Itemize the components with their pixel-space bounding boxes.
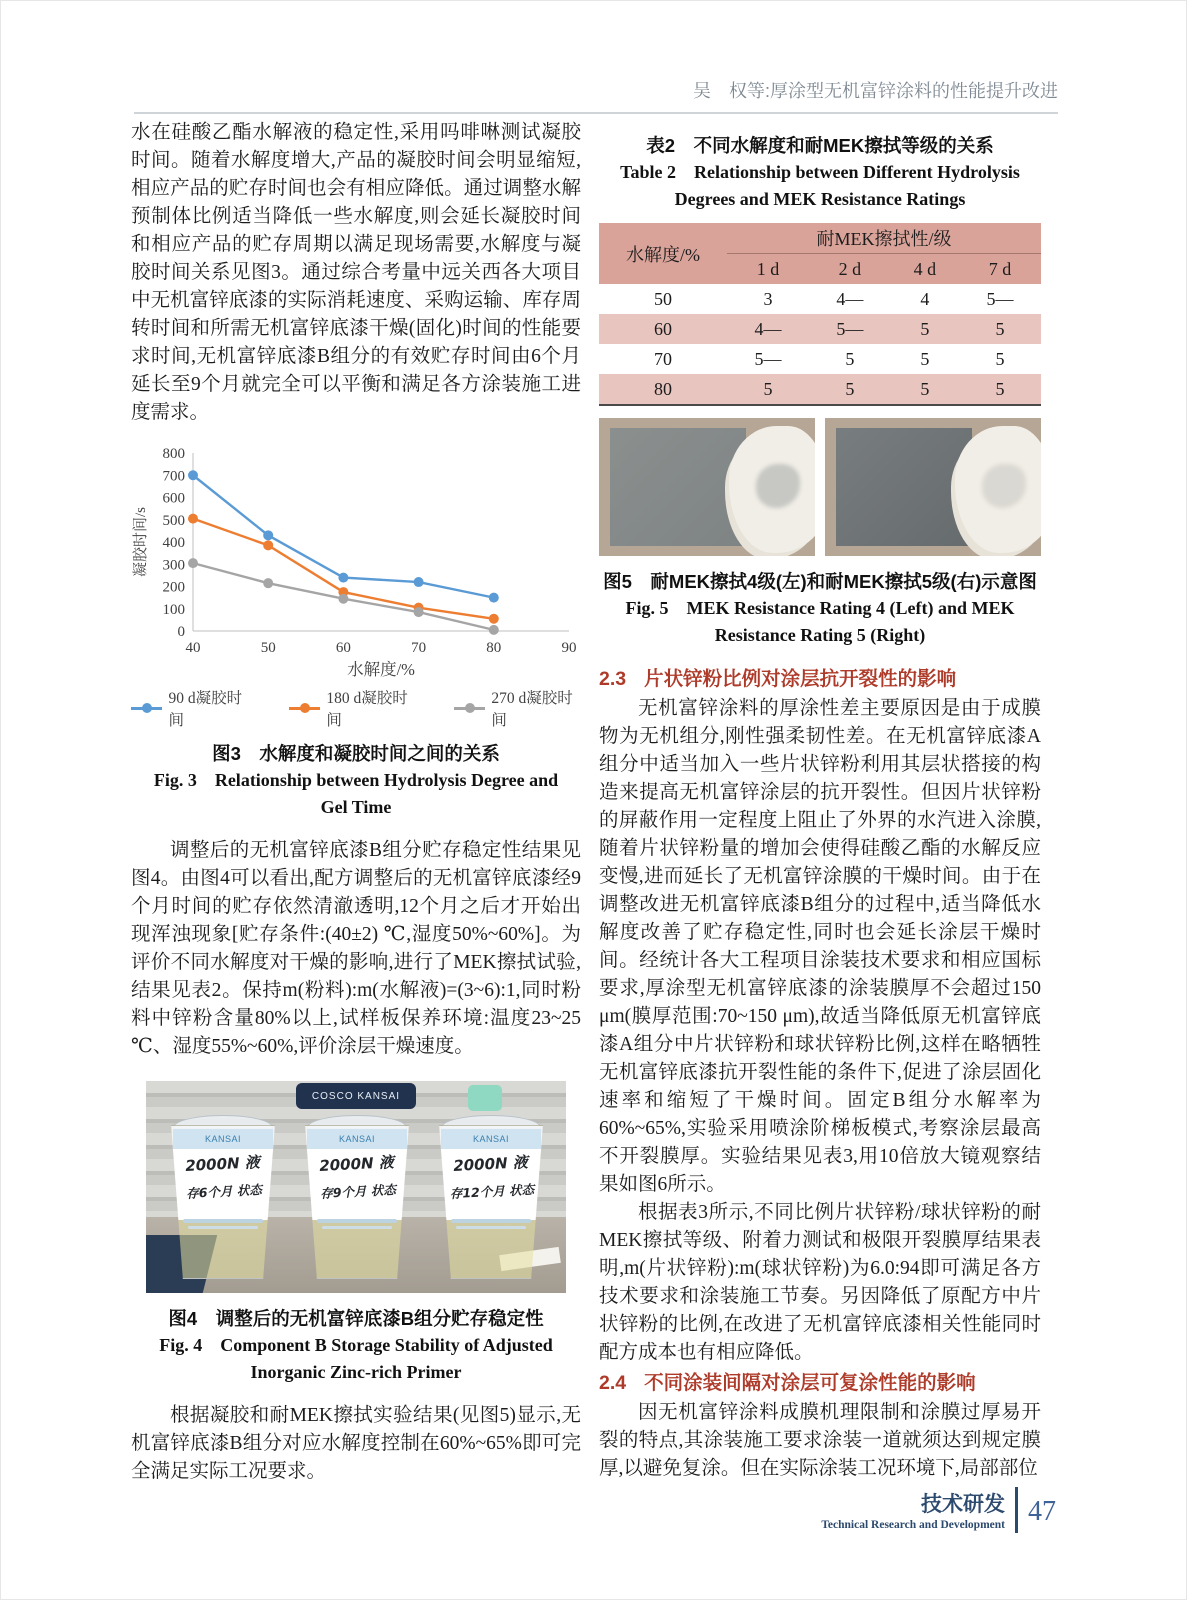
mek-rating4-photo (599, 418, 815, 556)
figure3-chart (131, 439, 581, 730)
legend-label: 180 d凝胶时间 (326, 690, 408, 729)
cup-fine-print (317, 1219, 397, 1223)
data-point (338, 594, 348, 604)
x-tick-label: 40 (185, 640, 201, 656)
bottle-cap (468, 1085, 502, 1111)
right-column (599, 132, 1041, 1483)
table-cell: 3 (763, 288, 773, 309)
legend-label: 90 d凝胶时间 (168, 690, 243, 729)
data-point (489, 625, 499, 635)
table-cell: 80 (599, 374, 727, 405)
running-title: 吴 权等:厚涂型无机富锌涂料的性能提升改进 (693, 81, 1058, 101)
paragraph: 无机富锌涂料的厚涂性差主要原因是由于成膜物为无机组分,刚性强柔韧性差。在无机富锌底漆A组分中适当加入一些片状锌粉利用其层状搭接的构造来提高无机富锌涂层的抗开裂性。但因片状锌粉的屏蔽作用一定程度上阻止了外界的水汽进入涂膜,随着片状锌粉量的增加会使得硅酸乙酯的水解反应变慢,进而延长了无机富锌涂膜的干燥时间。由于在调整改进无机富锌底漆B组分的过程中,适当降低水解度改善了贮存稳定性,同时也会延长涂层干燥时间。经统计各大工程项目涂装技术要求和相应国标要求,厚涂型无机富锌底漆的涂装膜厚不会超过150 μm(膜厚范围:70~150 μm),故适当降低原无机富锌底漆A组分中片状锌粉和球状锌粉比例,这样在略牺牲无机富锌底漆抗开裂性能的条件下,促进了涂层固化速率和缩短了干燥时间。固定B组分水解率为60%~65%,实验采用喷涂阶梯板模式,考察涂层最高不开裂膜厚。实验结果见表3,用10倍放大镜观察结果如图6所示。 (599, 698, 1041, 1195)
table-row (599, 284, 1041, 314)
chart-legend (131, 686, 581, 730)
y-tick-label: 400 (162, 535, 185, 551)
footer-section-en: Technical Research and Development (821, 1519, 1005, 1531)
table-cell: 5 (920, 348, 930, 369)
data-point (489, 593, 499, 603)
x-tick-label: 60 (335, 640, 351, 656)
table2-header-hydrolysis: 水解度/% (626, 244, 700, 265)
table2-caption-en2: Degrees and MEK Resistance Ratings (674, 189, 966, 209)
cup-fine-print (188, 1226, 259, 1229)
table-cell: 4— (836, 288, 864, 309)
table-cell: 4 (920, 288, 930, 309)
coated-panel (610, 428, 746, 547)
page-footer (821, 1487, 1056, 1533)
x-tick-label: 90 (561, 640, 577, 656)
data-point (188, 514, 198, 524)
table-cell: 5 (959, 374, 1041, 405)
sample-cup-6-months (164, 1115, 282, 1279)
x-axis-label: 水解度/% (347, 660, 415, 679)
line-chart (131, 439, 581, 679)
table-cell: 5— (836, 318, 864, 339)
data-point (263, 540, 273, 550)
figure4-caption-cn: 图4 调整后的无机富锌底漆B组分贮存稳定性 (168, 1308, 544, 1329)
paragraph: 根据凝胶和耐MEK擦拭实验结果(见图5)显示,无机富锌底漆B组分对应水解度控制在60%~65%即可完全满足实际工况要求。 (131, 1405, 581, 1482)
series-line (193, 519, 494, 619)
table-cell: 5— (754, 348, 782, 369)
table-cell: 60 (654, 318, 672, 339)
data-point (263, 530, 273, 540)
section-2-3-heading: 2.3 片状锌粉比例对涂层抗开裂性的影响 (599, 668, 957, 690)
x-tick-label: 80 (486, 640, 502, 656)
figure4-caption-en: Fig. 4 Component B Storage Stability of Adjusted (159, 1335, 553, 1355)
data-point (414, 607, 424, 617)
table-cell: 5 (891, 374, 959, 405)
y-tick-label: 500 (162, 512, 185, 529)
cup-brand-band: KANSAI (307, 1129, 406, 1149)
legend-label: 270 d凝胶时间 (491, 690, 573, 729)
table-cell: 4— (754, 318, 782, 339)
table-row (599, 344, 1041, 374)
table-row (599, 314, 1041, 344)
table2-header-group: 耐MEK擦拭性/级 (727, 223, 1041, 254)
y-tick-label: 0 (177, 624, 185, 640)
y-tick-label: 200 (162, 579, 185, 596)
mek-rating5-photo (825, 418, 1041, 556)
y-tick-label: 600 (162, 490, 185, 507)
table-cell: 5 (845, 348, 855, 369)
figure4-photo (146, 1081, 566, 1293)
data-point (188, 470, 198, 480)
figure5-caption-en: Fig. 5 MEK Resistance Rating 4 (Left) and MEK (625, 598, 1015, 618)
table2-subheader: 2 d (838, 258, 862, 279)
data-point (489, 614, 499, 624)
paragraph: 根据表3所示,不同比例片状锌粉/球状锌粉的耐MEK擦拭等级、附着力测试和极限开裂膜厚结果表明,m(片状锌粉):m(球状锌粉)为6.0:94即可满足各方技术要求和涂装施工节奏。另因降低了原配方中片状锌粉的比例,在改进了无机富锌底漆相关性能同时配方成本也有相应降低。 (599, 1202, 1041, 1363)
cup-handwriting: 2000N 液 存6个月 状态 (184, 1153, 262, 1201)
table-cell: 5— (986, 288, 1014, 309)
legend-item (454, 686, 581, 730)
table2-caption-cn: 表2 不同水解度和耐MEK擦拭等级的关系 (646, 135, 994, 156)
table2-caption-en: Table 2 Relationship between Different Hydrolysis (620, 162, 1020, 182)
figure4-caption-en2: Inorganic Zinc-rich Primer (250, 1362, 462, 1382)
sample-cup-12-months (432, 1115, 550, 1279)
y-tick-label: 300 (162, 557, 185, 574)
footer-section-block (821, 1493, 1005, 1533)
coated-panel (836, 428, 972, 547)
y-tick-label: 700 (162, 468, 185, 485)
figure3-caption-cn: 图3 水解度和凝胶时间之间的关系 (212, 743, 500, 764)
data-point (414, 577, 424, 587)
figure5-caption-en2: Resistance Rating 5 (Right) (714, 625, 926, 645)
table-cell: 5 (920, 318, 930, 339)
figure5-photo (599, 418, 1041, 556)
table-cell: 5 (995, 348, 1005, 369)
legend-marker-icon (454, 707, 485, 710)
table-cell: 70 (654, 348, 672, 369)
table-cell: 5 (727, 374, 809, 405)
cup-fine-print (451, 1219, 531, 1223)
y-tick-label: 800 (162, 446, 185, 462)
table2 (599, 223, 1041, 406)
cup-handwriting: 2000N 液 存12个月 状态 (449, 1153, 535, 1202)
data-point (188, 558, 198, 568)
data-point (338, 573, 348, 583)
legend-marker-icon (131, 707, 162, 710)
y-axis-label: 凝胶时间/s (133, 506, 149, 578)
footer-section-cn: 技术研发 (921, 1493, 1005, 1516)
paragraph: 调整后的无机富锌底漆B组分贮存稳定性结果见图4。由图4可以看出,配方调整后的无机富锌底漆经9个月时间的贮存依然清澈透明,12个月之后才开始出现浑浊现象[贮存条件:(40±2) ℃,湿度50%~60%]。为评价不同水解度对干燥的影响,进行了MEK擦拭试验,结果见表2。保持m(粉料):m(水解液)=(3~6):1,同时粉料中锌粉含量80%以上,试样板保养环境:温度23~25 ℃、湿度55%~60%,评价涂层干燥速度。 (131, 840, 581, 1057)
cosco-kansai-cap: COSCO KANSAI (296, 1083, 416, 1109)
cup-handwriting: 2000N 液 存9个月 状态 (318, 1153, 396, 1201)
running-header (134, 77, 1058, 114)
paragraph: 水在硅酸乙酯水解液的稳定性,采用吗啡啉测试凝胶时间。随着水解度增大,产品的凝胶时间会明显缩短,相应产品的贮存时间也会有相应降低。通过调整水解预制体比例适当降低一些水解度,则会延长凝胶时间和相应产品的贮存周期以满足现场需要,水解度与凝胶时间关系见图3。通过综合考量中远关西各大项目中无机富锌底漆的实际消耗速度、采购运输、库存周转时间和所需无机富锌底漆干燥(固化)时间的性能要求时间,无机富锌底漆B组分的有效贮存时间由6个月延长至9个月就完全可以平衡和满足各方涂装施工进度需求。 (131, 122, 581, 423)
table2-subheader: 1 d (756, 258, 780, 279)
table-cell: 50 (654, 288, 672, 309)
legend-item (131, 686, 251, 730)
sample-cup-9-months (298, 1115, 416, 1279)
legend-item (289, 686, 416, 730)
data-point (263, 578, 273, 588)
table-row (599, 374, 1041, 405)
cup-brand-band: KANSAI (441, 1129, 540, 1149)
x-tick-label: 70 (411, 640, 427, 656)
figure3-caption-en2: Gel Time (320, 797, 392, 817)
left-column (131, 119, 581, 1486)
cup-brand-band: KANSAI (173, 1129, 272, 1149)
paragraph: 因无机富锌涂料成膜机理限制和涂膜过厚易开裂的特点,其涂装施工要求涂装一道就须达到规定膜厚,以避免复涂。但在实际涂装工况环境下,局部部位 (599, 1402, 1041, 1479)
page-number: 47 (1028, 1496, 1056, 1527)
legend-marker-icon (289, 707, 320, 710)
cup-fine-print (183, 1219, 263, 1223)
table2-subheader: 7 d (988, 258, 1012, 279)
table2-subheader: 4 d (913, 258, 937, 279)
cup-fine-print (456, 1226, 527, 1229)
table-cell: 5 (995, 318, 1005, 339)
section-2-4-heading: 2.4 不同涂装间隔对涂层可复涂性能的影响 (599, 1372, 976, 1394)
y-tick-label: 100 (162, 601, 185, 618)
x-tick-label: 50 (260, 640, 276, 656)
cup-fine-print (322, 1226, 393, 1229)
figure3-caption-en: Fig. 3 Relationship between Hydrolysis Degree and (153, 770, 559, 790)
footer-divider (1015, 1487, 1018, 1533)
figure5-caption-cn: 图5 耐MEK擦拭4级(左)和耐MEK擦拭5级(右)示意图 (603, 571, 1037, 592)
table-cell: 5 (809, 374, 891, 405)
